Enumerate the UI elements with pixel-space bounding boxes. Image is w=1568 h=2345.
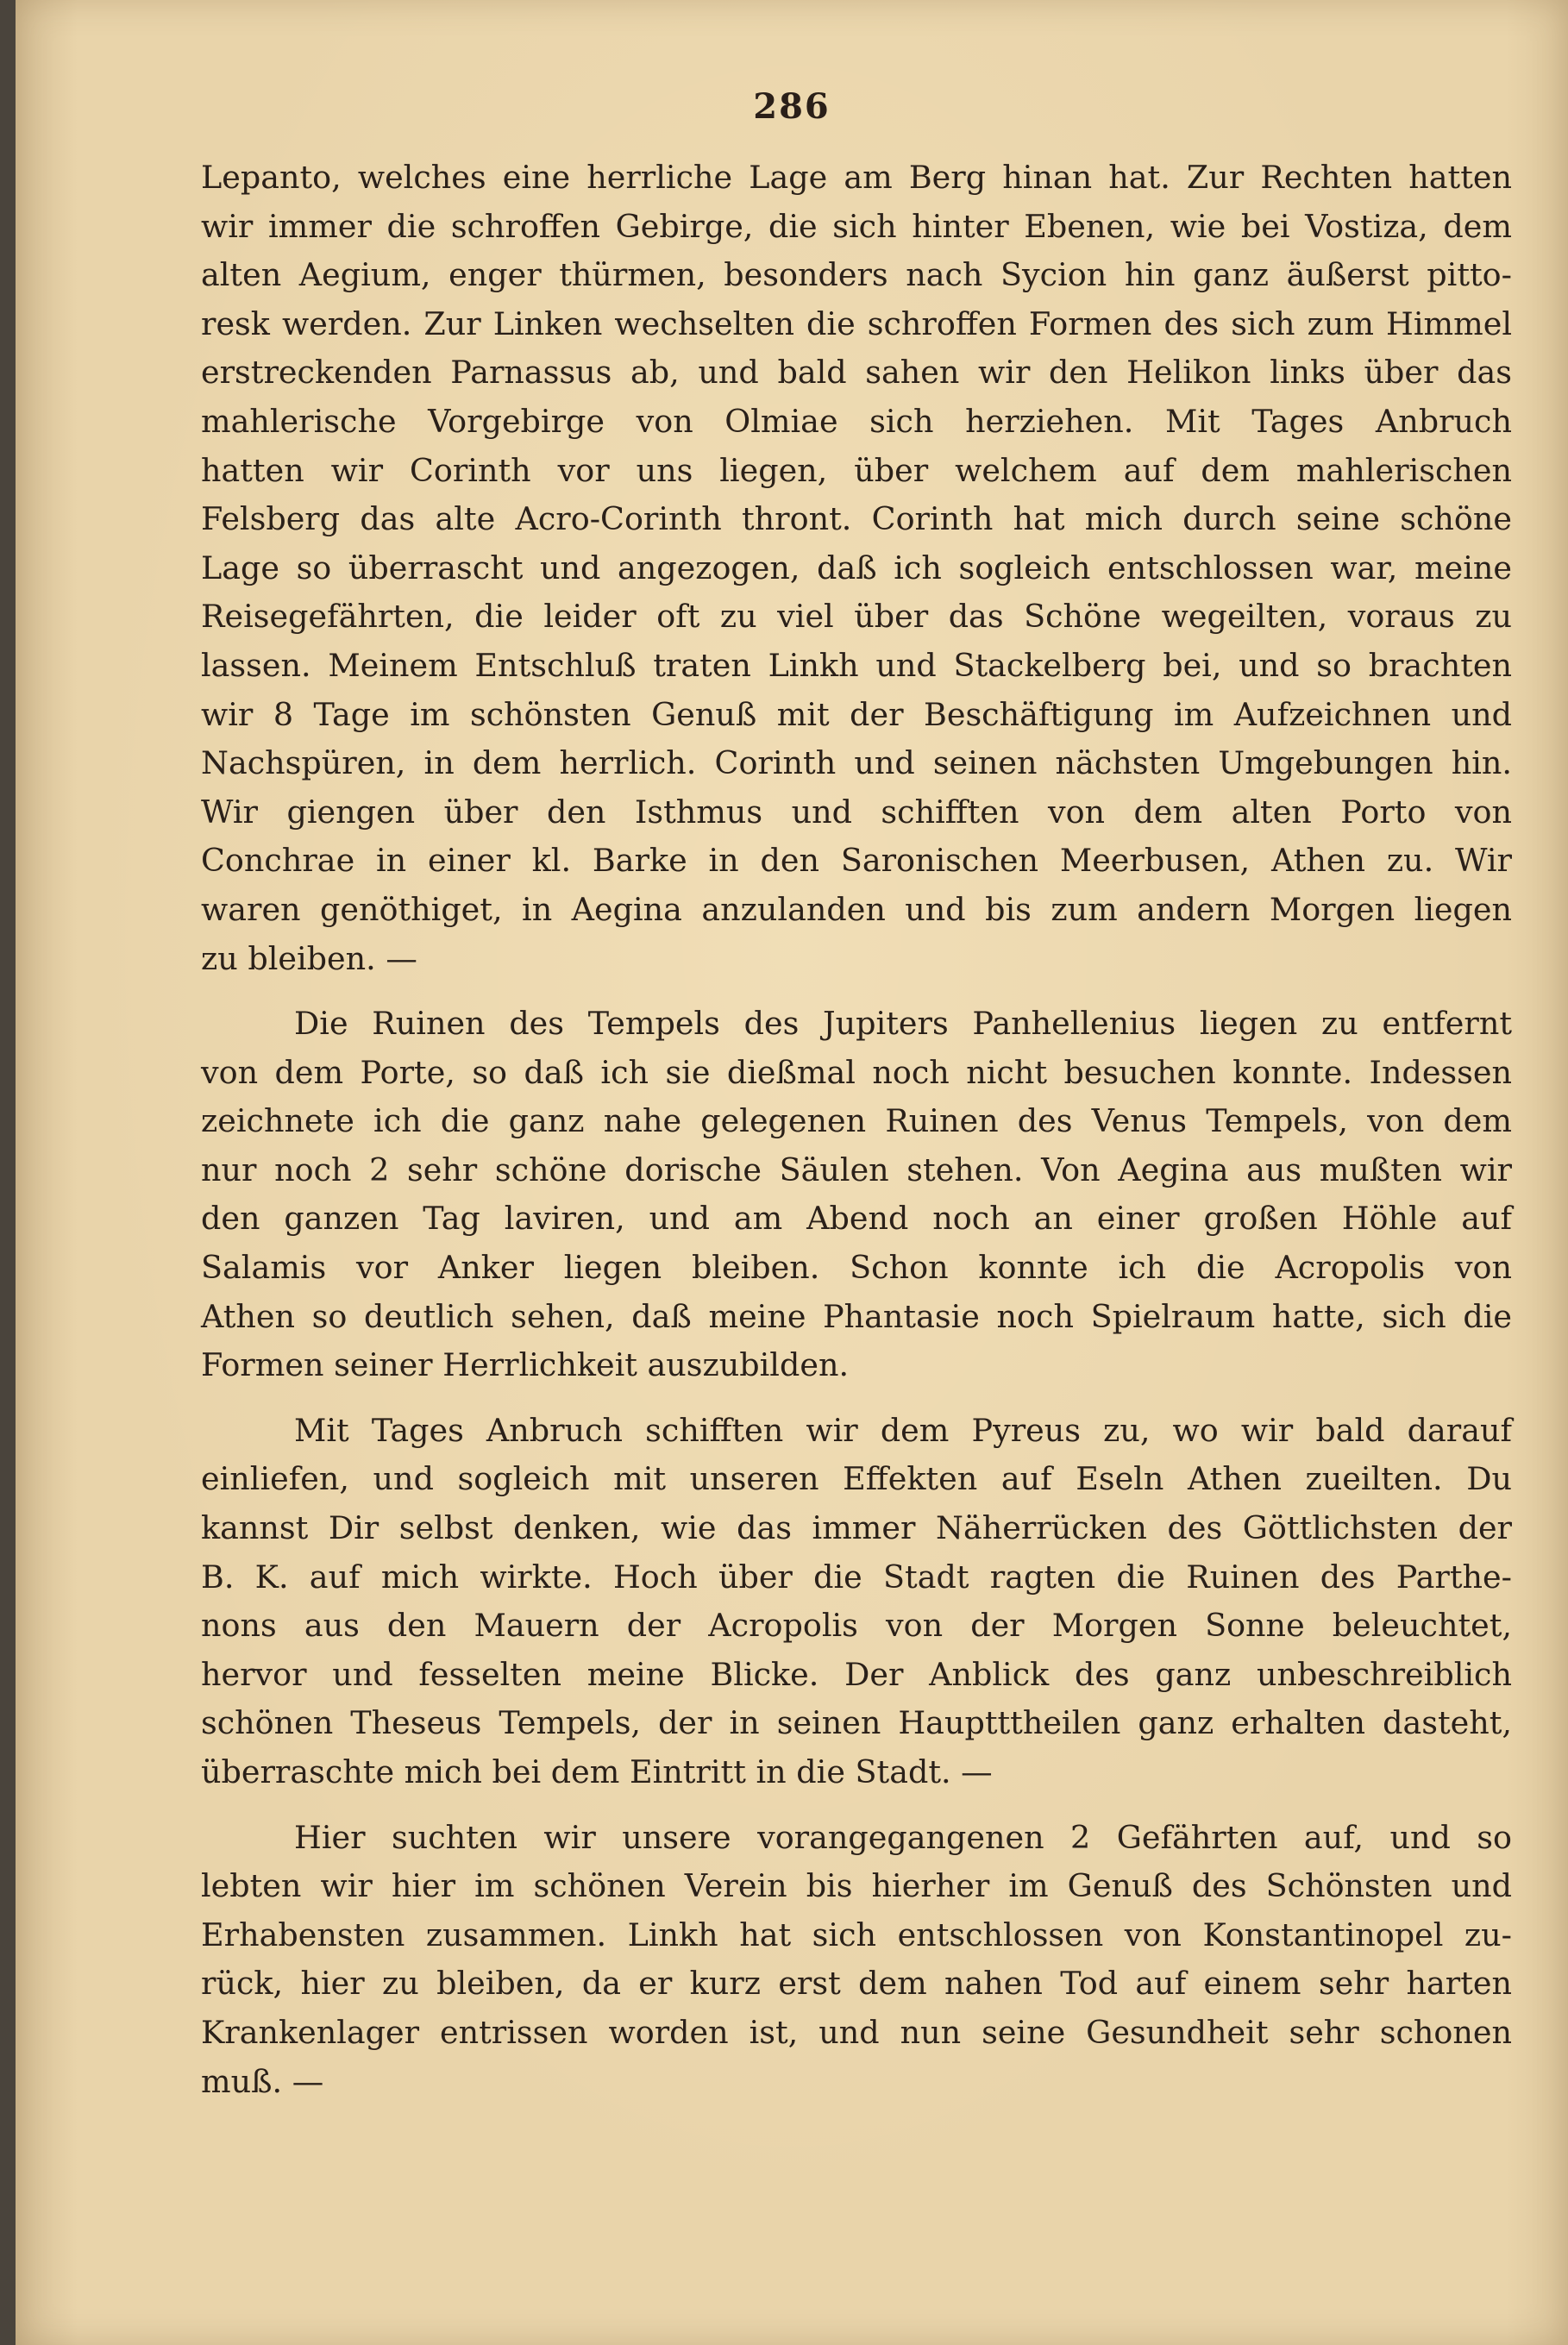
text-line: resk werden. Zur Linken wechselten die schroffen Formen des sich zum Himmel <box>201 304 1512 342</box>
text-line: alten Aegium, enger thürmen, besonders nach Sycion hin ganz äußerst pitto- <box>201 256 1512 294</box>
text-line: zu bleiben. — <box>201 939 417 977</box>
text-line: Lage so überrascht und angezogen, daß ich sogleich entschlossen war, meine <box>201 549 1512 586</box>
paragraph-3 <box>201 1407 1512 1797</box>
paragraph-gap <box>201 1797 1512 1814</box>
text-line: B. K. auf mich wirkte. Hoch über die Stadt ragten die Ruinen des Parthe- <box>201 1558 1512 1596</box>
text-line: Erhabensten zusammen. Linkh hat sich entschlossen von Konstantinopel zu- <box>201 1916 1512 1953</box>
text-line: Hier suchten wir unsere vorangegangenen 2 Gefährten auf, und so <box>294 1818 1512 1856</box>
text-line: zeichnete ich die ganz nahe gelegenen Ruinen des Venus Tempels, von dem <box>201 1102 1512 1140</box>
text-line: Die Ruinen des Tempels des Jupiters Panhellenius liegen zu entfernt <box>294 1005 1512 1043</box>
text-line: Lepanto, welches eine herrliche Lage am Berg hinan hat. Zur Rechten hatten <box>201 159 1512 196</box>
text-line: Wir giengen über den Isthmus und schifften von dem alten Porto von <box>201 793 1512 831</box>
text-line: muß. — <box>201 2062 324 2100</box>
text-line: wir immer die schroffen Gebirge, die sich hinter Ebenen, wie bei Vostiza, dem <box>201 207 1512 245</box>
text-line: von dem Porte, so daß ich sie dießmal noch nicht besuchen konnte. Indessen <box>201 1053 1512 1091</box>
text-line: Conchrae in einer kl. Barke in den Saronischen Meerbusen, Athen zu. Wir <box>201 842 1512 880</box>
text-line: einliefen, und sogleich mit unseren Effekten auf Eseln Athen zueilten. Du <box>201 1460 1512 1498</box>
text-line: Krankenlager entrissen worden ist, und nun seine Gesundheit sehr schonen <box>201 2013 1512 2051</box>
text-line: erstreckenden Parnassus ab, und bald sahen wir den Helikon links über das <box>201 354 1512 392</box>
text-line: lassen. Meinem Entschluß traten Linkh und Stackelberg bei, und so brachten <box>201 646 1512 684</box>
paragraph-gap <box>201 1390 1512 1407</box>
text-line: waren genöthiget, in Aegina anzulanden und bis zum andern Morgen liegen <box>201 890 1512 928</box>
text-line: Mit Tages Anbruch schifften wir dem Pyreus zu, wo wir bald darauf <box>294 1411 1512 1449</box>
text-line: den ganzen Tag laviren, und am Abend noch an einer großen Höhle auf <box>201 1200 1512 1238</box>
text-line: hervor und fesselten meine Blicke. Der Anblick des ganz unbeschreiblich <box>201 1655 1512 1693</box>
page-number: 286 <box>753 86 831 127</box>
text-line: Nachspüren, in dem herrlich. Corinth und seinen nächsten Umgebungen hin. <box>201 744 1512 782</box>
text-line: rück, hier zu bleiben, da er kurz erst dem nahen Tod auf einem sehr harten <box>201 1965 1512 2003</box>
body-text <box>201 154 1512 2106</box>
text-line: nur noch 2 sehr schöne dorische Säulen stehen. Von Aegina aus mußten wir <box>201 1151 1512 1188</box>
text-line: nons aus den Mauern der Acropolis von der Morgen Sonne beleuchtet, <box>201 1607 1512 1645</box>
text-line: Salamis vor Anker liegen bleiben. Schon konnte ich die Acropolis von <box>201 1249 1512 1287</box>
paragraph-4 <box>201 1814 1512 2107</box>
text-line: kannst Dir selbst denken, wie das immer Näherrücken des Göttlichsten der <box>201 1509 1512 1547</box>
text-line: wir 8 Tage im schönsten Genuß mit der Beschäftigung im Aufzeichnen und <box>201 695 1512 733</box>
text-line: Felsberg das alte Acro-Corinth thront. Corinth hat mich durch seine schöne <box>201 500 1512 538</box>
text-line: schönen Theseus Tempels, der in seinen Hauptttheilen ganz erhalten dasteht, <box>201 1704 1512 1742</box>
paragraph-1 <box>201 154 1512 983</box>
text-line: mahlerische Vorgebirge von Olmiae sich herziehen. Mit Tages Anbruch <box>201 402 1512 440</box>
paragraph-2 <box>201 1000 1512 1390</box>
text-line: Reisegefährten, die leider oft zu viel über das Schöne wegeilten, voraus zu <box>201 598 1512 636</box>
book-page <box>16 0 1568 2345</box>
text-line: hatten wir Corinth vor uns liegen, über welchem auf dem mahlerischen <box>201 451 1512 489</box>
text-line: überraschte mich bei dem Eintritt in die Stadt. — <box>201 1753 993 1790</box>
text-line: lebten wir hier im schönen Verein bis hierher im Genuß des Schönsten und <box>201 1867 1512 1905</box>
text-line: Formen seiner Herrlichkeit auszubilden. <box>201 1346 850 1384</box>
text-line: Athen so deutlich sehen, daß meine Phantasie noch Spielraum hatte, sich die <box>201 1297 1512 1335</box>
paragraph-gap <box>201 983 1512 1000</box>
